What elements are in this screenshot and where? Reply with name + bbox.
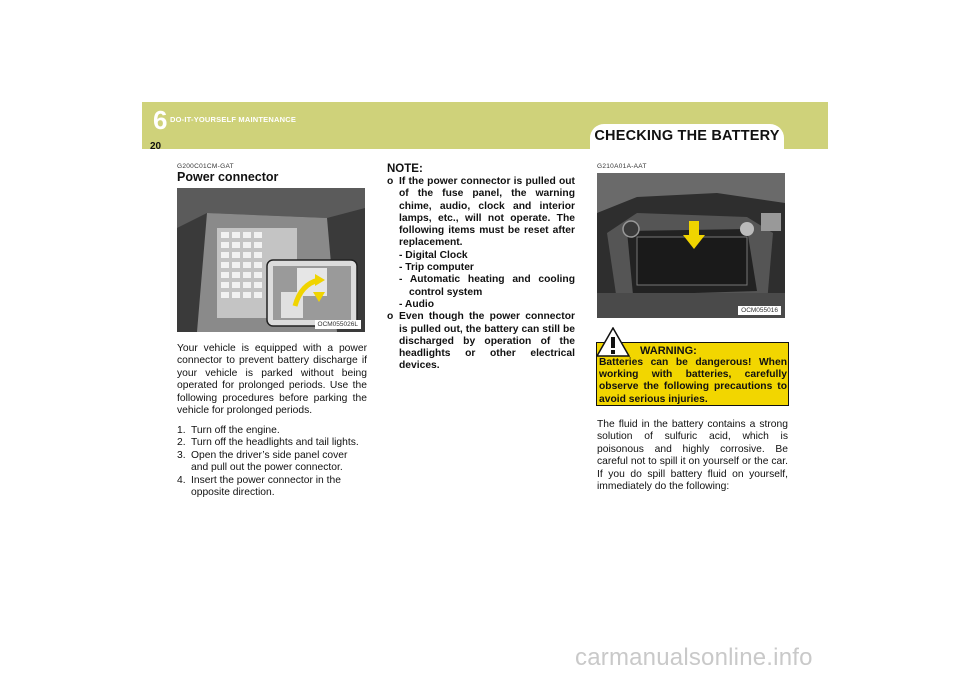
warning-text: Batteries can be dangerous! When working with batteries, carefully observe the following precautions to avoid serious injuries.	[599, 357, 787, 405]
battery-photo	[597, 173, 785, 318]
watermark: carmanualsonline.info	[575, 644, 813, 671]
procedure-steps	[177, 425, 367, 499]
note-item	[387, 176, 575, 311]
note-bullet: o	[387, 311, 394, 323]
procedure-step: 2. Turn off the headlights and tail lights.	[177, 437, 359, 449]
chapter-number: 6	[153, 105, 168, 135]
note-item	[387, 311, 575, 372]
note-title: NOTE:	[387, 163, 423, 175]
battery-photo-code: OCM055016	[738, 306, 781, 315]
chapter-title: DO-IT-YOURSELF MAINTENANCE	[170, 115, 297, 124]
note-block	[387, 163, 575, 373]
fuse-panel-illustration	[177, 188, 365, 332]
page-number: 20	[150, 141, 162, 152]
warning-title: WARNING:	[640, 345, 697, 357]
left-section-code: G200C01CM-GAT	[177, 163, 234, 170]
note-sub-item: - Automatic heating and cooling control system	[399, 274, 575, 298]
power-connector-description: Your vehicle is equipped with a power connector to prevent battery discharge if your vehicle is parked without being operated for prolonged periods. Use the following procedures before parking the vehicle for prolonged periods.	[177, 343, 367, 417]
note-sub-item: - Audio	[399, 298, 435, 310]
power-connector-heading: Power connector	[177, 170, 279, 184]
note-bullet: o	[387, 176, 394, 187]
procedure-step: 3. Open the driver’s side panel cover and pull out the power connector.	[177, 449, 348, 474]
note-sub-item: - Digital Clock	[399, 249, 468, 261]
note-sub-item: - Trip computer	[399, 262, 474, 274]
procedure-step: 1. Turn off the engine.	[177, 425, 280, 436]
section-title: CHECKING THE BATTERY	[594, 128, 780, 144]
warning-triangle-icon	[596, 327, 630, 357]
note-item-text: Even though the power connector is pulled out, the battery can still be discharged by operation of the headlights or other electrical devices.	[399, 311, 575, 372]
battery-illustration	[597, 173, 785, 318]
note-item-text: If the power connector is pulled out of the fuse panel, the warning chime, audio, clock and interior lamps, etc., will not operate. The following items must be reset after replacement.	[399, 176, 575, 249]
fuse-panel-photo	[177, 188, 365, 332]
procedure-step: 4. Insert the power connector in the opposite direction.	[177, 474, 341, 499]
battery-fluid-description: The fluid in the battery contains a strong solution of sulfuric acid, which is poisonous and highly corrosive. Be careful not to spill it on yourself or the car. If you do spill battery fluid on yourself, immediately do the following:	[597, 419, 788, 493]
right-section-code: G210A01A-AAT	[597, 163, 647, 170]
fuse-panel-photo-code: OCM055026L	[315, 320, 361, 329]
